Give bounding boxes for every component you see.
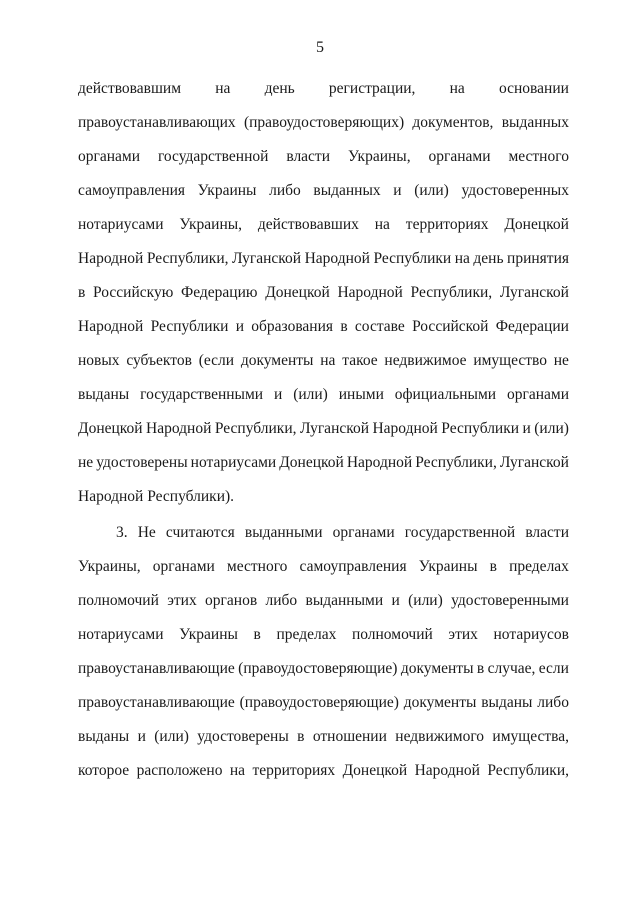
text-line: действовавшим на день регистрации, на основании [78, 80, 569, 97]
text-line: правоустанавливающих (правоудостоверяющих) документов, выданных [78, 114, 569, 131]
text-line: Украины, органами местного самоуправления Украины в пределах [78, 558, 569, 575]
text-line: полномочий этих органов либо выданными и (или) удостоверенными [78, 592, 569, 609]
text-line: Народной Республики, Луганской Народной Республики на день принятия [78, 250, 569, 267]
page-number: 5 [316, 39, 324, 56]
text-line: Донецкой Народной Республики, Луганской Народной Республики и (или) [78, 420, 569, 437]
text-line: нотариусами Украины, действовавших на территориях Донецкой [78, 216, 569, 233]
text-line: нотариусами Украины в пределах полномочий этих нотариусов [78, 626, 569, 643]
text-line: правоустанавливающие (правоудостоверяющие) документы в случае, если [78, 660, 569, 677]
text-line: Народной Республики и образования в составе Российской Федерации [78, 318, 569, 335]
text-line: в Российскую Федерацию Донецкой Народной Республики, Луганской [78, 284, 569, 301]
text-line: которое расположено на территориях Донецкой Народной Республики, [78, 762, 569, 779]
text-line: правоустанавливающие (правоудостоверяющие) документы выданы либо [78, 694, 569, 711]
text-line: самоуправления Украины либо выданных и (или) удостоверенных [78, 182, 569, 199]
text-line: 3. Не считаются выданными органами государственной власти [116, 524, 569, 541]
text-line: не удостоверены нотариусами Донецкой Народной Республики, Луганской [78, 454, 569, 471]
text-line: выданы и (или) удостоверены в отношении недвижимого имущества, [78, 728, 569, 745]
text-line: выданы государственными и (или) иными официальными органами [78, 386, 569, 403]
text-line: новых субъектов (если документы на такое недвижимое имущество не [78, 352, 569, 369]
text-line: Народной Республики). [78, 488, 235, 505]
text-line: органами государственной власти Украины, органами местного [78, 148, 569, 165]
